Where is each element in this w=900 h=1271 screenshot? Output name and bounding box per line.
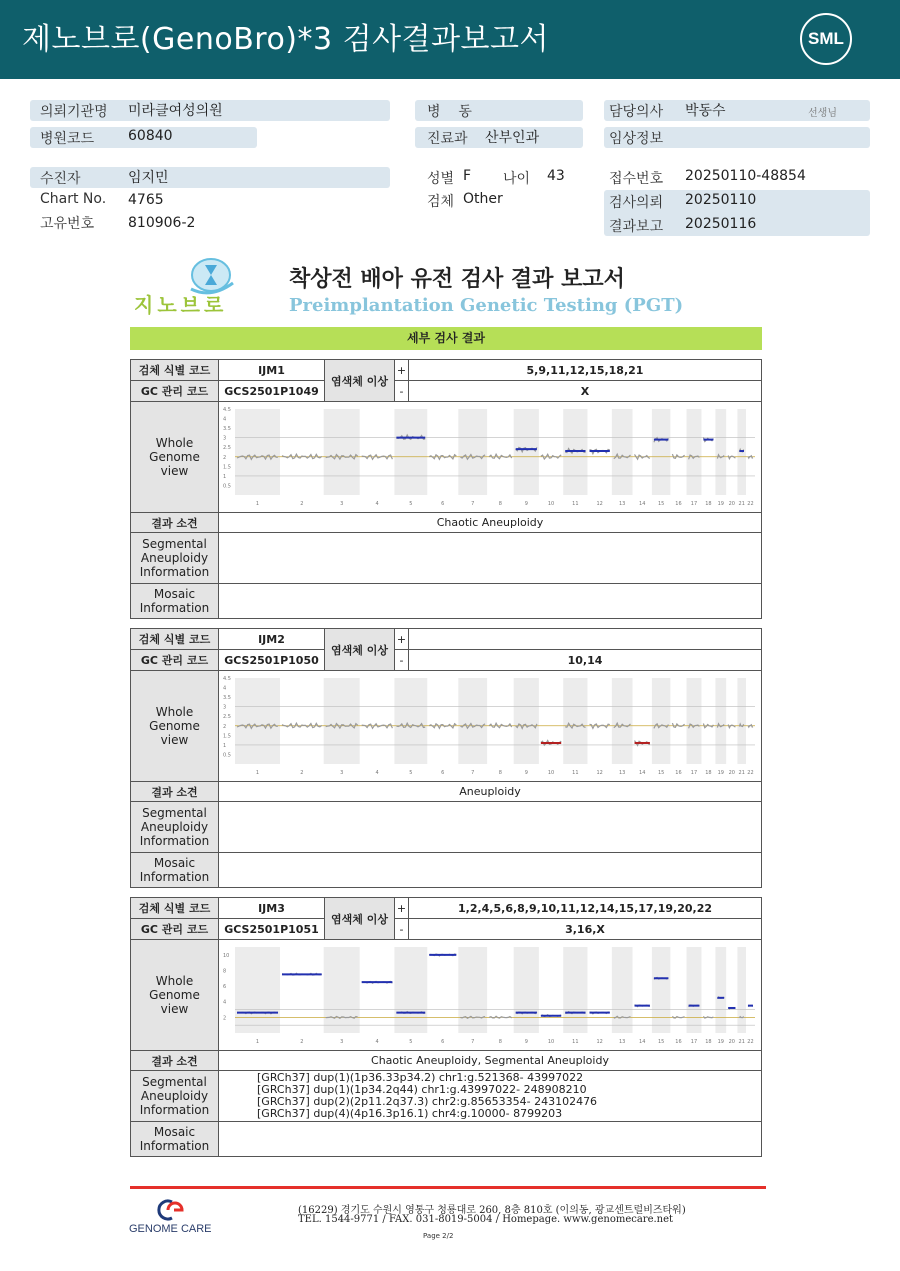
mosaic-value	[219, 853, 762, 888]
chromosome-tick-label: 12	[596, 770, 603, 776]
chromosome-band	[235, 409, 280, 495]
segmental-label: Segmental Aneuploidy Information	[131, 1071, 219, 1122]
segmental-value	[219, 1071, 762, 1122]
chromosome-band	[394, 409, 427, 495]
loss-chromosomes: X	[409, 381, 762, 402]
chromosome-tick-label: 3	[340, 770, 344, 776]
whole-genome-cell	[219, 402, 762, 513]
chromosome-tick-label: 20	[728, 770, 736, 776]
segmental-line: [GRCh37] dup(1)(1p36.33p34.2) chr1:g.521368- 43997022	[257, 1071, 584, 1084]
chromosome-band	[612, 678, 633, 764]
loss-sign: -	[395, 919, 409, 940]
chromosome-tick-label: 17	[690, 501, 698, 507]
finding-label: 결과 소견	[131, 513, 219, 533]
institution-label: 의뢰기관명	[40, 104, 108, 120]
chrom-abnormality-label: 염색체 이상	[325, 629, 395, 671]
chromosome-band	[652, 947, 670, 1033]
specimen-code-value: IJM2	[219, 629, 325, 650]
chromosome-tick-label: 10	[547, 501, 555, 507]
chromosome-tick-label: 19	[717, 501, 724, 507]
report-date-label: 결과보고	[609, 219, 664, 235]
chromosome-tick-label: 15	[657, 770, 665, 776]
chromosome-tick-label: 15	[657, 501, 665, 507]
chromosome-tick-label: 12	[596, 1039, 603, 1045]
specimen-code-value: IJM3	[219, 898, 325, 919]
chromosome-tick-label: 15	[657, 1039, 665, 1045]
chromosome-band	[394, 678, 427, 764]
chromosome-tick-label: 22	[747, 770, 754, 776]
sml-logo: SML	[800, 13, 852, 65]
chromosome-band	[687, 409, 702, 495]
age-label: 나이	[503, 171, 531, 187]
y-tick-label: 2	[223, 723, 227, 730]
reception-label: 접수번호	[609, 171, 664, 187]
specimen-code-label: 검체 식별 코드	[131, 898, 219, 919]
chromosome-tick-label: 3	[340, 1039, 344, 1045]
pgt-title: 착상전 배아 유전 검사 결과 보고서	[289, 267, 625, 292]
chromosome-tick-label: 11	[572, 501, 579, 507]
y-tick-label: 1	[223, 742, 227, 749]
chromosome-band	[235, 947, 280, 1033]
doctor-label: 담당의사	[609, 104, 664, 120]
chromosome-tick-label: 4	[375, 1039, 379, 1045]
patient-label: 수진자	[40, 171, 81, 187]
gain-sign: +	[395, 898, 409, 919]
sample-table	[130, 359, 762, 619]
whole-genome-label: Whole Genome view	[131, 402, 219, 513]
mosaic-label: Mosaic Information	[131, 1122, 219, 1157]
chromosome-band	[324, 409, 360, 495]
genome-care-logo-icon	[152, 1199, 188, 1221]
chromosome-tick-label: 2	[300, 501, 304, 507]
y-tick-label: 2	[223, 1015, 227, 1022]
hospital-code-value: 60840	[128, 128, 173, 144]
chromosome-tick-label: 14	[639, 1039, 646, 1045]
chromosome-band	[514, 947, 539, 1033]
mosaic-label: Mosaic Information	[131, 584, 219, 619]
dept-value: 산부인과	[485, 130, 540, 146]
chromosome-tick-label: 9	[524, 770, 528, 776]
gc-code-label: GC 관리 코드	[131, 381, 219, 402]
request-value: 20250110	[685, 192, 757, 208]
report-header	[0, 0, 900, 79]
whole-genome-plot	[221, 943, 757, 1047]
chromosome-tick-label: 21	[738, 501, 745, 507]
finding-label: 결과 소견	[131, 1051, 219, 1071]
chromosome-tick-label: 14	[639, 770, 646, 776]
chromosome-band	[687, 678, 702, 764]
chromosome-band	[514, 678, 539, 764]
chromosome-tick-label: 3	[340, 501, 344, 507]
finding-label: 결과 소견	[131, 782, 219, 802]
gain-chromosomes: 1,2,4,5,6,8,9,10,11,12,14,15,17,19,20,22	[409, 898, 762, 919]
chromosome-tick-label: 11	[572, 1039, 579, 1045]
chromosome-tick-label: 13	[618, 770, 626, 776]
chromosome-band	[715, 409, 726, 495]
chromosome-band	[612, 409, 633, 495]
y-tick-label: 4	[223, 999, 227, 1006]
copy-number-trace	[489, 1016, 512, 1018]
whole-genome-label: Whole Genome view	[131, 940, 219, 1051]
loss-sign: -	[395, 650, 409, 671]
loss-sign: -	[395, 381, 409, 402]
y-tick-label: 3	[223, 704, 227, 711]
chromosome-tick-label: 17	[690, 1039, 698, 1045]
gain-sign: +	[395, 360, 409, 381]
mosaic-value	[219, 1122, 762, 1157]
copy-number-trace	[748, 456, 753, 458]
genome-care-name: GENOME CARE	[129, 1223, 212, 1235]
gain-sign: +	[395, 629, 409, 650]
loss-chromosomes: 3,16,X	[409, 919, 762, 940]
chart-value: 4765	[128, 192, 164, 208]
chromosome-tick-label: 11	[572, 770, 579, 776]
y-tick-label: 6	[223, 984, 227, 991]
specimen-value: Other	[463, 191, 503, 207]
pgt-subtitle: Preimplantation Genetic Testing (PGT)	[289, 295, 684, 316]
finding-value: Aneuploidy	[219, 782, 762, 802]
id-value: 810906-2	[128, 215, 196, 231]
segmental-value	[219, 802, 762, 853]
gc-code-value: GCS2501P1050	[219, 650, 325, 671]
whole-genome-plot	[221, 405, 757, 509]
y-tick-label: 8	[223, 968, 227, 975]
gc-code-label: GC 관리 코드	[131, 650, 219, 671]
request-label: 검사의뢰	[609, 195, 664, 211]
chromosome-band	[458, 678, 487, 764]
clinical-label: 임상정보	[609, 131, 664, 147]
chromosome-band	[394, 947, 427, 1033]
chromosome-tick-label: 22	[747, 501, 754, 507]
chromosome-tick-label: 13	[618, 1039, 626, 1045]
chromosome-tick-label: 4	[375, 770, 379, 776]
specimen-code-value: IJM1	[219, 360, 325, 381]
id-label: 고유번호	[40, 216, 95, 232]
doctor-suffix: 선생님	[808, 108, 837, 119]
chromosome-band	[458, 409, 487, 495]
finding-value: Chaotic Aneuploidy	[219, 513, 762, 533]
ward-label: 병 동	[427, 104, 472, 120]
chromosome-tick-label: 18	[705, 1039, 712, 1045]
chromosome-band	[612, 947, 633, 1033]
chromosome-tick-label: 10	[547, 1039, 555, 1045]
chromosome-band	[715, 947, 726, 1033]
chromosome-tick-label: 2	[300, 770, 304, 776]
reception-value: 20250110-48854	[685, 168, 806, 184]
y-tick-label: 0.5	[223, 483, 231, 490]
y-tick-label: 3	[223, 435, 227, 442]
copy-number-trace	[748, 725, 753, 727]
gc-code-value: GCS2501P1051	[219, 919, 325, 940]
y-tick-label: 3.5	[223, 695, 231, 702]
chart-label: Chart No.	[40, 191, 107, 207]
report-title: 제노브로(GenoBro)*3 검사결과보고서	[22, 22, 549, 57]
y-tick-label: 10	[223, 952, 230, 959]
y-tick-label: 3.5	[223, 426, 231, 433]
y-tick-label: 2.5	[223, 714, 231, 721]
chromosome-tick-label: 17	[690, 770, 698, 776]
doctor-value: 박동수	[685, 103, 726, 119]
chrom-abnormality-label: 염색체 이상	[325, 360, 395, 402]
segmental-value	[219, 533, 762, 584]
mosaic-value	[219, 584, 762, 619]
specimen-label: 검체	[427, 194, 455, 210]
y-tick-label: 4.5	[223, 407, 231, 413]
chromosome-band	[737, 678, 746, 764]
hospital-code-label: 병원코드	[40, 131, 95, 147]
chromosome-tick-label: 7	[471, 770, 475, 776]
chromosome-band	[652, 678, 670, 764]
chromosome-band	[652, 409, 670, 495]
report-date-value: 20250116	[685, 216, 757, 232]
y-tick-label: 4.5	[223, 676, 231, 682]
footer-divider	[130, 1186, 766, 1189]
chromosome-tick-label: 22	[747, 1039, 754, 1045]
chromosome-tick-label: 5	[409, 770, 413, 776]
page-number: Page 2/2	[423, 1232, 454, 1240]
copy-number-trace	[362, 455, 393, 460]
whole-genome-cell	[219, 940, 762, 1051]
chromosome-band	[563, 678, 587, 764]
chromosome-tick-label: 8	[498, 1039, 502, 1045]
chromosome-band	[235, 678, 280, 764]
chrom-abnormality-label: 염색체 이상	[325, 898, 395, 940]
copy-number-trace	[672, 723, 684, 727]
chromosome-tick-label: 19	[717, 1039, 724, 1045]
chromosome-tick-label: 10	[547, 770, 555, 776]
chromosome-tick-label: 16	[675, 501, 682, 507]
chromosome-band	[715, 678, 726, 764]
chromosome-band	[563, 947, 587, 1033]
chromosome-band	[458, 947, 487, 1033]
chromosome-tick-label: 21	[738, 770, 745, 776]
y-tick-label: 1	[223, 473, 227, 480]
chromosome-tick-label: 6	[441, 1039, 445, 1045]
gain-chromosomes	[409, 629, 762, 650]
chromosome-tick-label: 7	[471, 1039, 475, 1045]
sex-label: 성별	[427, 171, 455, 187]
chromosome-tick-label: 19	[717, 770, 724, 776]
chromosome-tick-label: 20	[728, 1039, 736, 1045]
chromosome-tick-label: 9	[524, 501, 528, 507]
segmental-line: [GRCh37] dup(1)(1p34.2q44) chr1:g.43997022- 248908210	[257, 1083, 587, 1096]
chromosome-tick-label: 18	[705, 501, 712, 507]
age-value: 43	[547, 168, 565, 184]
chromosome-tick-label: 6	[441, 501, 445, 507]
y-tick-label: 1.5	[223, 733, 231, 740]
y-tick-label: 4	[223, 416, 227, 423]
chromosome-tick-label: 5	[409, 1039, 413, 1045]
chromosome-band	[687, 947, 702, 1033]
specimen-code-label: 검체 식별 코드	[131, 360, 219, 381]
segmental-label: Segmental Aneuploidy Information	[131, 802, 219, 853]
chromosome-tick-label: 6	[441, 770, 445, 776]
gc-code-label: GC 관리 코드	[131, 919, 219, 940]
chromosome-tick-label: 14	[639, 501, 646, 507]
footer-address: (16229) 경기도 수원시 영통구 청룡대로 260, 8층 810호 (이의동, 광교센트럴비즈타워)	[298, 1205, 686, 1216]
chromosome-tick-label: 16	[675, 770, 682, 776]
y-tick-label: 4	[223, 685, 227, 692]
sample-table	[130, 628, 762, 888]
chromosome-tick-label: 7	[471, 501, 475, 507]
chromosome-band	[737, 947, 746, 1033]
copy-number-trace	[590, 724, 610, 728]
institution-value: 미라클여성의원	[128, 103, 223, 119]
specimen-code-label: 검체 식별 코드	[131, 629, 219, 650]
whole-genome-label: Whole Genome view	[131, 671, 219, 782]
chromosome-tick-label: 1	[255, 501, 260, 507]
sex-value: F	[463, 168, 472, 184]
chromosome-tick-label: 5	[409, 501, 413, 507]
sample-table	[130, 897, 762, 1157]
chromosome-tick-label: 18	[705, 770, 712, 776]
whole-genome-cell	[219, 671, 762, 782]
chromosome-tick-label: 1	[255, 770, 260, 776]
gain-chromosomes: 5,9,11,12,15,18,21	[409, 360, 762, 381]
chromosome-tick-label: 21	[738, 1039, 745, 1045]
segmental-label: Segmental Aneuploidy Information	[131, 533, 219, 584]
chromosome-tick-label: 8	[498, 501, 502, 507]
segmental-line: [GRCh37] dup(4)(4p16.3p16.1) chr4:g.10000- 8799203	[257, 1107, 563, 1120]
chromosome-band	[514, 409, 539, 495]
gc-code-value: GCS2501P1049	[219, 381, 325, 402]
patient-box	[30, 167, 390, 188]
chromosome-band	[324, 678, 360, 764]
whole-genome-plot	[221, 674, 757, 778]
y-tick-label: 1.5	[223, 464, 231, 471]
y-tick-label: 0.5	[223, 752, 231, 759]
footer-contact: TEL. 1544-9771 / FAX. 031-8019-5004 / Homepage. www.genomecare.net	[298, 1214, 674, 1225]
chromosome-tick-label: 9	[524, 1039, 528, 1045]
dept-label: 진료과	[427, 131, 468, 147]
mosaic-label: Mosaic Information	[131, 853, 219, 888]
loss-chromosomes: 10,14	[409, 650, 762, 671]
chromosome-band	[324, 947, 360, 1033]
copy-number-trace	[672, 454, 684, 458]
chromosome-tick-label: 13	[618, 501, 626, 507]
segmental-line: [GRCh37] dup(2)(2p11.2q37.3) chr2:g.85653354- 243102476	[257, 1095, 598, 1108]
patient-value: 임지민	[128, 170, 169, 186]
chromosome-tick-label: 2	[300, 1039, 304, 1045]
y-tick-label: 2.5	[223, 445, 231, 452]
chromosome-tick-label: 4	[375, 501, 379, 507]
y-tick-label: 2	[223, 454, 227, 461]
chromosome-tick-label: 8	[498, 770, 502, 776]
genobro-logo-text: 지노브로	[134, 293, 228, 317]
chromosome-tick-label: 12	[596, 501, 603, 507]
chromosome-tick-label: 20	[728, 501, 736, 507]
chromosome-tick-label: 1	[255, 1039, 260, 1045]
detail-results-header: 세부 검사 결과	[130, 327, 762, 350]
copy-number-trace	[362, 724, 393, 729]
finding-value: Chaotic Aneuploidy, Segmental Aneuploidy	[219, 1051, 762, 1071]
chromosome-tick-label: 16	[675, 1039, 682, 1045]
